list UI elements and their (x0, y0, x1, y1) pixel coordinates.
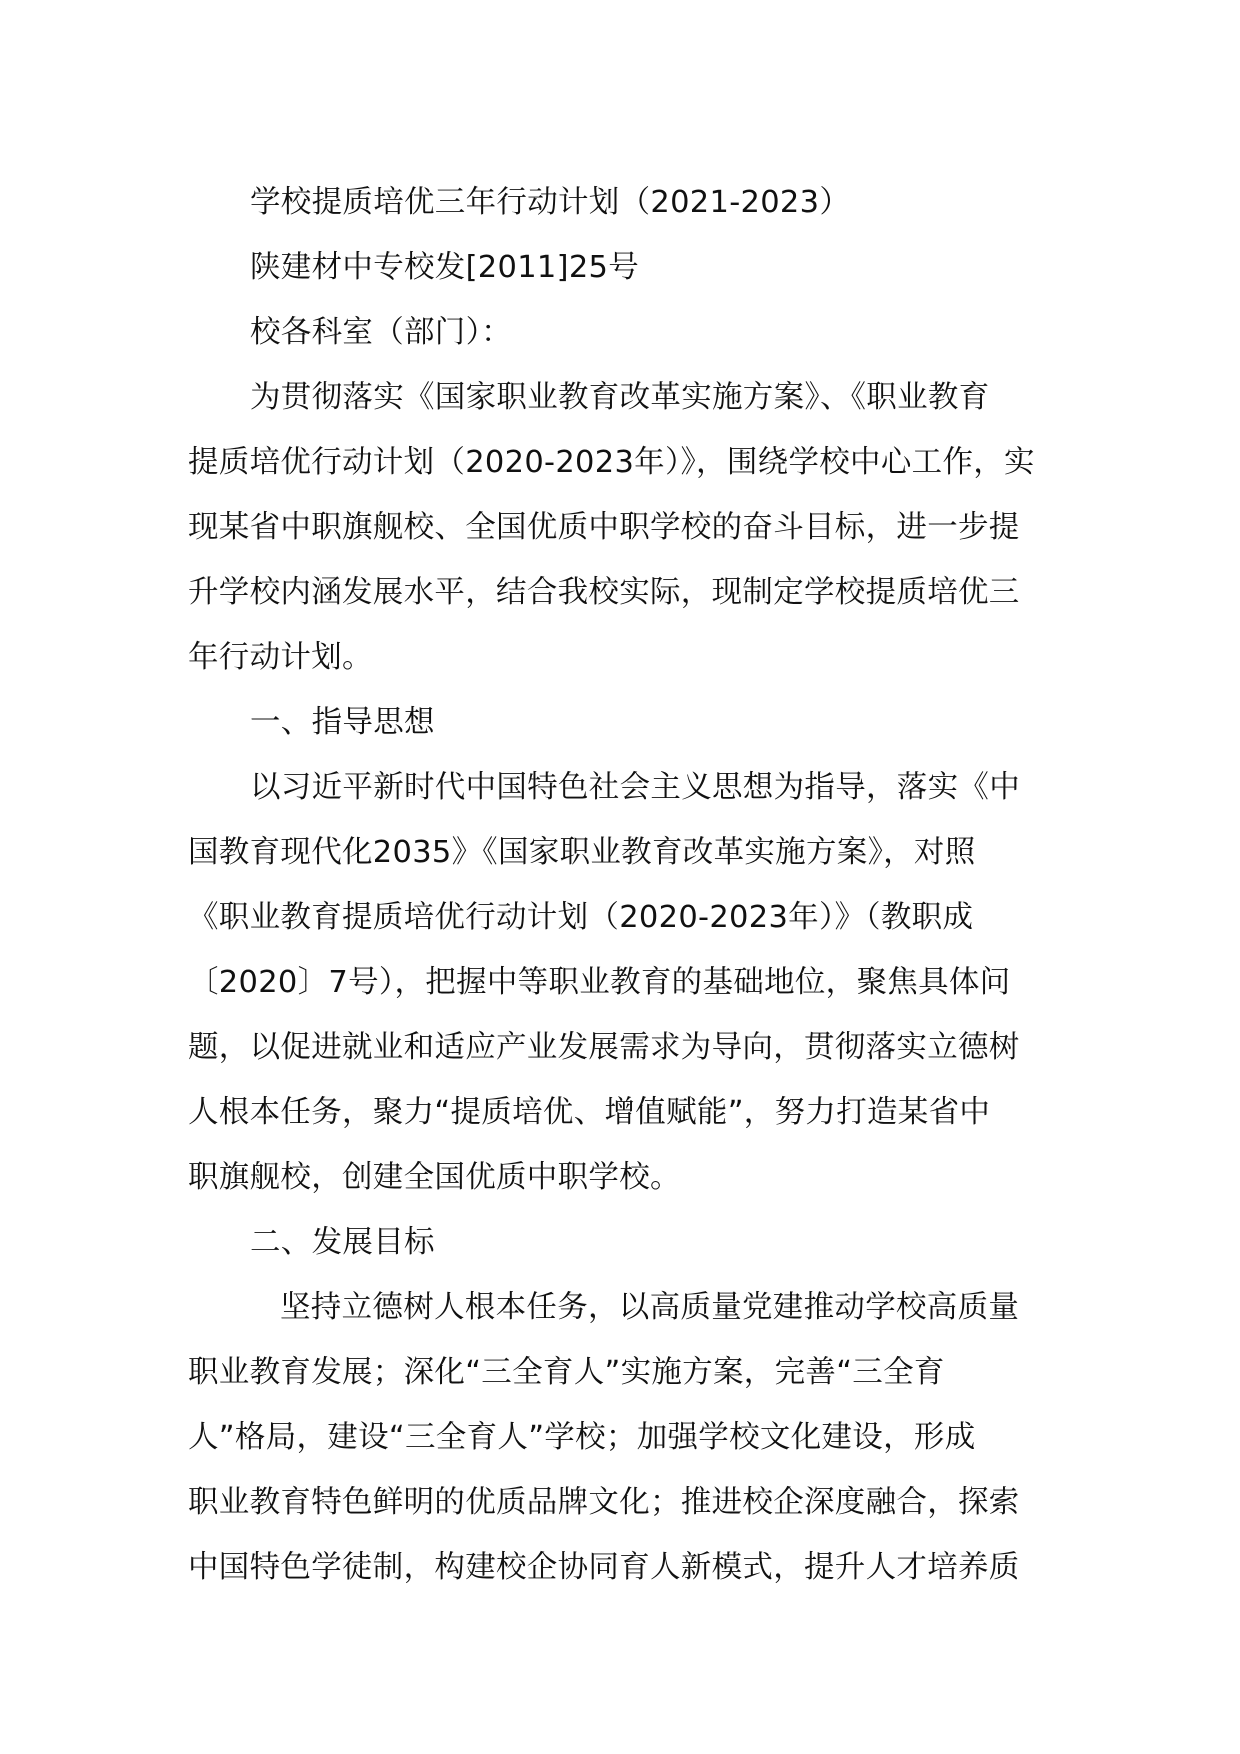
section2-line: 人”格局，建设“三全育人”学校；加强学校文化建设，形成 (188, 1420, 976, 1455)
section1-line: 《职业教育提质培优行动计划（2020-2023年）》（教职成 (188, 900, 974, 935)
section1-line: 〔2020〕7号），把握中等职业教育的基础地位，聚焦具体问 (188, 965, 1011, 1000)
document-number: 陕建材中专校发[2011]25号 (250, 250, 640, 285)
intro-line: 年行动计划。 (188, 640, 373, 675)
intro-line: 提质培优行动计划（2020-2023年）》，围绕学校中心工作，实 (188, 445, 1035, 480)
section2-line: 职业教育特色鲜明的优质品牌文化；推进校企深度融合，探索 (188, 1485, 1020, 1520)
recipient-line: 校各科室（部门）： (250, 315, 512, 350)
section2-line: 职业教育发展；深化“三全育人”实施方案，完善“三全育 (188, 1355, 945, 1390)
section-heading-guiding-ideology: 一、指导思想 (250, 705, 435, 740)
section1-line: 题，以促进就业和适应产业发展需求为导向，贯彻落实立德树 (188, 1030, 1020, 1065)
section1-line: 人根本任务，聚力“提质培优、增值赋能”，努力打造某省中 (188, 1095, 991, 1130)
intro-line: 现某省中职旗舰校、全国优质中职学校的奋斗目标，进一步提 (188, 510, 1020, 545)
section-heading-development-goals: 二、发展目标 (250, 1225, 435, 1260)
section1-line: 国教育现代化2035》《国家职业教育改革实施方案》，对照 (188, 835, 976, 870)
intro-line: 升学校内涵发展水平，结合我校实际，现制定学校提质培优三 (188, 575, 1020, 610)
section1-line: 职旗舰校，创建全国优质中职学校。 (188, 1160, 681, 1195)
document-body (188, 170, 1058, 1600)
section1-line: 以习近平新时代中国特色社会主义思想为指导，落实《中 (250, 770, 1020, 805)
section2-line: 中国特色学徒制，构建校企协同育人新模式，提升人才培养质 (188, 1550, 1020, 1585)
document-title: 学校提质培优三年行动计划（2021-2023） (250, 185, 851, 220)
intro-line: 为贯彻落实《国家职业教育改革实施方案》、《职业教育 (250, 380, 990, 415)
section2-line: 坚持立德树人根本任务，以高质量党建推动学校高质量 (280, 1290, 1020, 1325)
